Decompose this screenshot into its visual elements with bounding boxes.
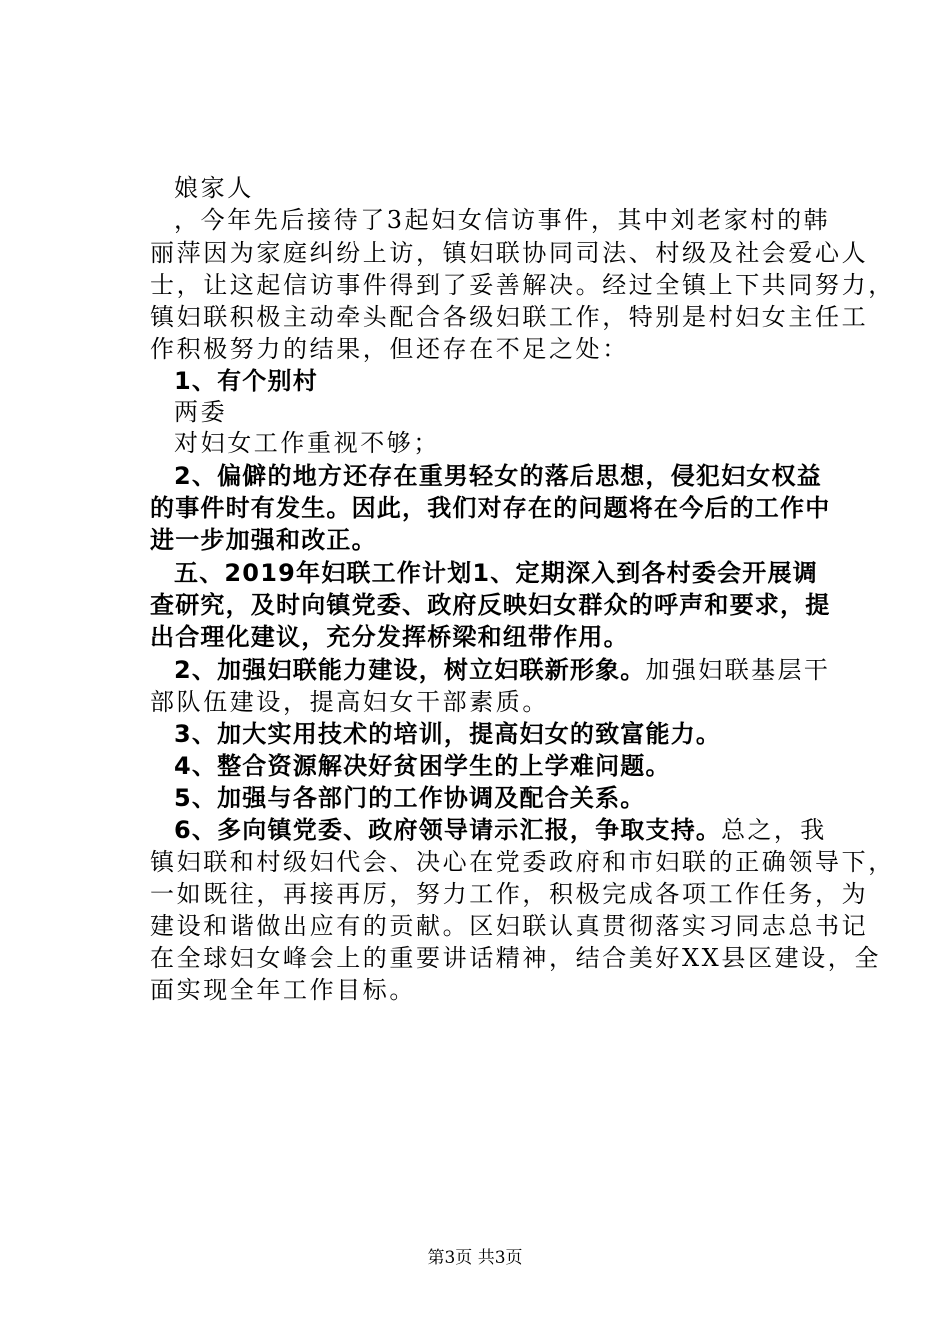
list-item: 5、加强与各部门的工作协调及配合关系。 (174, 784, 646, 812)
paragraph-line: 面实现全年工作目标。 (150, 976, 416, 1004)
paragraph-line: 在全球妇女峰会上的重要讲话精神，结合美好XX县区建设，全 (150, 944, 881, 972)
list-item: 4、整合资源解决好贫困学生的上学难问题。 (174, 752, 671, 780)
paragraph-line: 士，让这起信访事件得到了妥善解决。经过全镇上下共同努力， (150, 271, 895, 299)
paragraph-line: 查研究，及时向镇党委、政府反映妇女群众的呼声和要求，提 (150, 591, 831, 619)
paragraph-line: 作积极努力的结果，但还存在不足之处： (150, 335, 629, 363)
page-number-footer: 第3页 共3页 (427, 1248, 523, 1268)
paragraph-line: ，今年先后接待了3起妇女信访事件，其中刘老家村的韩 (174, 206, 831, 234)
paragraph-line: 镇妇联和村级妇代会、决心在党委政府和市妇联的正确领导下， (150, 848, 895, 876)
list-item: 1、有个别村 (174, 367, 318, 395)
paragraph-line: 建设和谐做出应有的贡献。区妇联认真贯彻落实习同志总书记 (150, 912, 869, 940)
paragraph-line: 丽萍因为家庭纠纷上访，镇妇联协同司法、村级及社会爱心人 (150, 239, 869, 267)
list-item-text: 总之，我 (721, 816, 827, 844)
list-item: 2、偏僻的地方还存在重男轻女的落后思想，侵犯妇女权益 (174, 462, 822, 490)
list-item-bold-text: 2、加强妇联能力建设，树立妇联新形象。 (174, 656, 646, 684)
paragraph-line: 娘家人 (174, 174, 254, 202)
paragraph-line: 出合理化建议，充分发挥桥梁和纽带作用。 (150, 623, 629, 651)
paragraph-line: 一如既往，再接再厉，努力工作，积极完成各项工作任务，为 (150, 880, 869, 908)
paragraph-line: 镇妇联积极主动牵头配合各级妇联工作，特别是村妇女主任工 (150, 303, 869, 331)
list-item (174, 655, 830, 686)
paragraph-line: 两委 (174, 398, 228, 426)
section-heading: 五、2019年妇联工作计划1、定期深入到各村委会开展调 (174, 559, 818, 587)
list-item: 3、加大实用技术的培训，提高妇女的致富能力。 (174, 720, 722, 748)
paragraph-line: 进一步加强和改正。 (150, 526, 377, 554)
list-item (174, 815, 827, 846)
paragraph-line: 部队伍建设，提高妇女干部素质。 (150, 688, 549, 716)
list-item-text: 加强妇联基层干 (645, 656, 831, 684)
paragraph-line: 对妇女工作重视不够； (174, 429, 440, 457)
list-item-bold-text: 6、多向镇党委、政府领导请示汇报，争取支持。 (174, 816, 722, 844)
paragraph-line: 的事件时有发生。因此，我们对存在的问题将在今后的工作中 (150, 494, 831, 522)
